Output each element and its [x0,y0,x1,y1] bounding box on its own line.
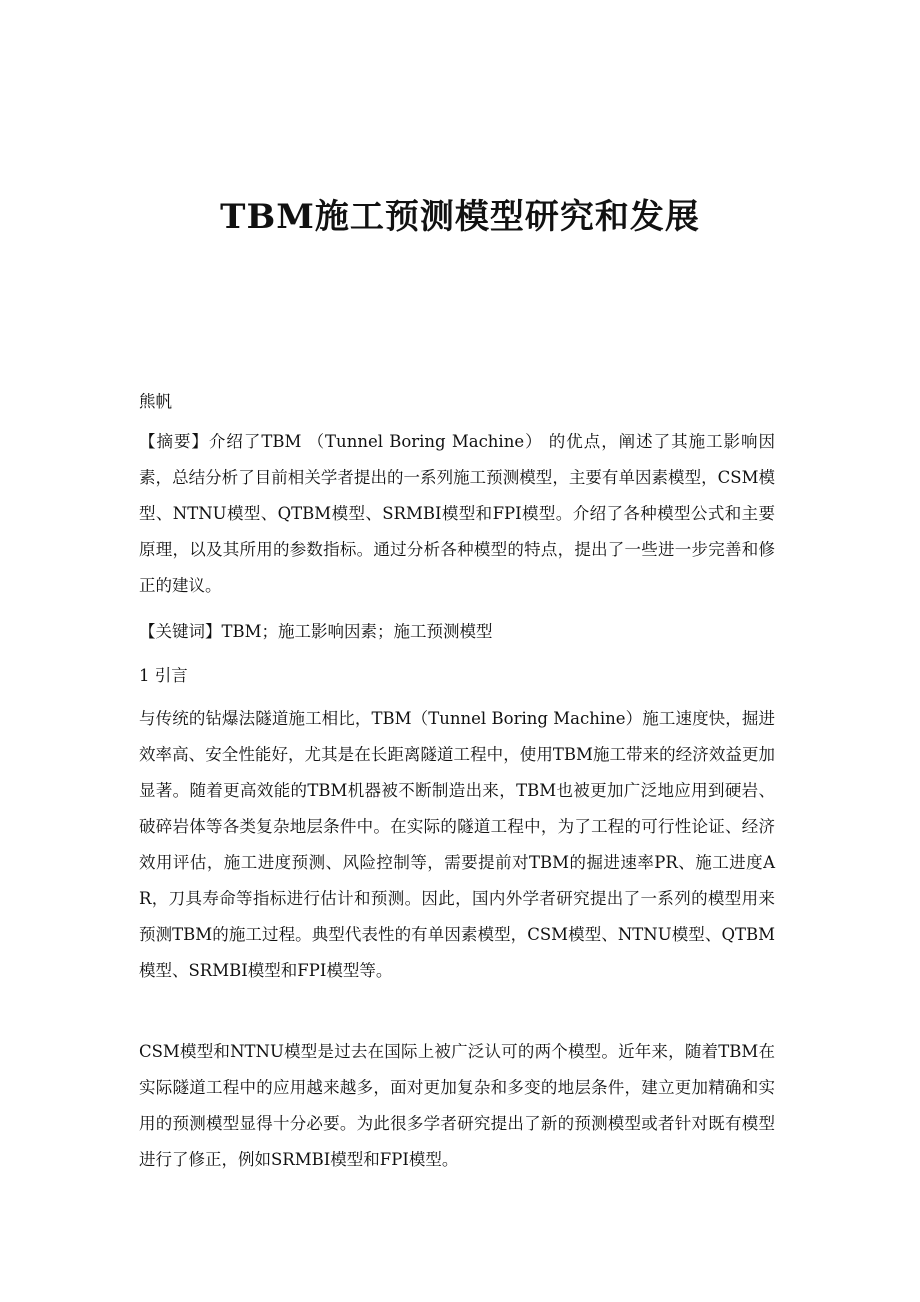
keywords-text: TBM；施工影响因素；施工预测模型 [221,622,493,641]
body-paragraph: 与传统的钻爆法隧道施工相比，TBM（Tunnel Boring Machine）施工速度快，掘进效率高、安全性能好，尤其是在长距离隧道工程中，使用TBM施工带来的经济效益更加显著。随着更高效能的TBM机器被不断制造出来，TBM也被更加广泛地应用到硬岩、破碎岩体等各类复杂地层条件中。在实际的隧道工程中，为了工程的可行性论证、经济效用评估，施工进度预测、风险控制等，需要提前对TBM的掘进速率PR、施工进度AR，刀具寿命等指标进行估计和预测。因此，国内外学者研究提出了一系列的模型用来预测TBM的施工过程。典型代表性的有单因素模型，CSM模型、NTNU模型、QTBM模型、SRMBI模型和FPI模型等。 [139,709,775,980]
abstract-label: 【摘要】 [139,432,209,451]
abstract-paragraph [139,424,775,604]
section-heading: 1 引言 [139,666,188,685]
body-paragraph: CSM模型和NTNU模型是过去在国际上被广泛认可的两个模型。近年来，随着TBM在实际隧道工程中的应用越来越多，面对更加复杂和多变的地层条件，建立更加精确和实用的预测模型显得十分必要。为此很多学者研究提出了新的预测模型或者针对既有模型进行了修正，例如SRMBI模型和FPI模型。 [139,1042,775,1169]
keywords-paragraph [139,614,775,650]
document-title: TBM施工预测模型研究和发展 [220,197,700,237]
keywords-label: 【关键词】 [139,622,222,641]
abstract-text: 介绍了TBM （Tunnel Boring Machine） 的优点，阐述了其施工影响因素，总结分析了目前相关学者提出的一系列施工预测模型，主要有单因素模型，CSM模型、NTNU模型、QTBM模型、SRMBI模型和FPI模型。介绍了各种模型公式和主要原理，以及其所用的参数指标。通过分析各种模型的特点，提出了一些进一步完善和修正的建议。 [139,432,775,595]
author-name: 熊帆 [139,392,172,411]
